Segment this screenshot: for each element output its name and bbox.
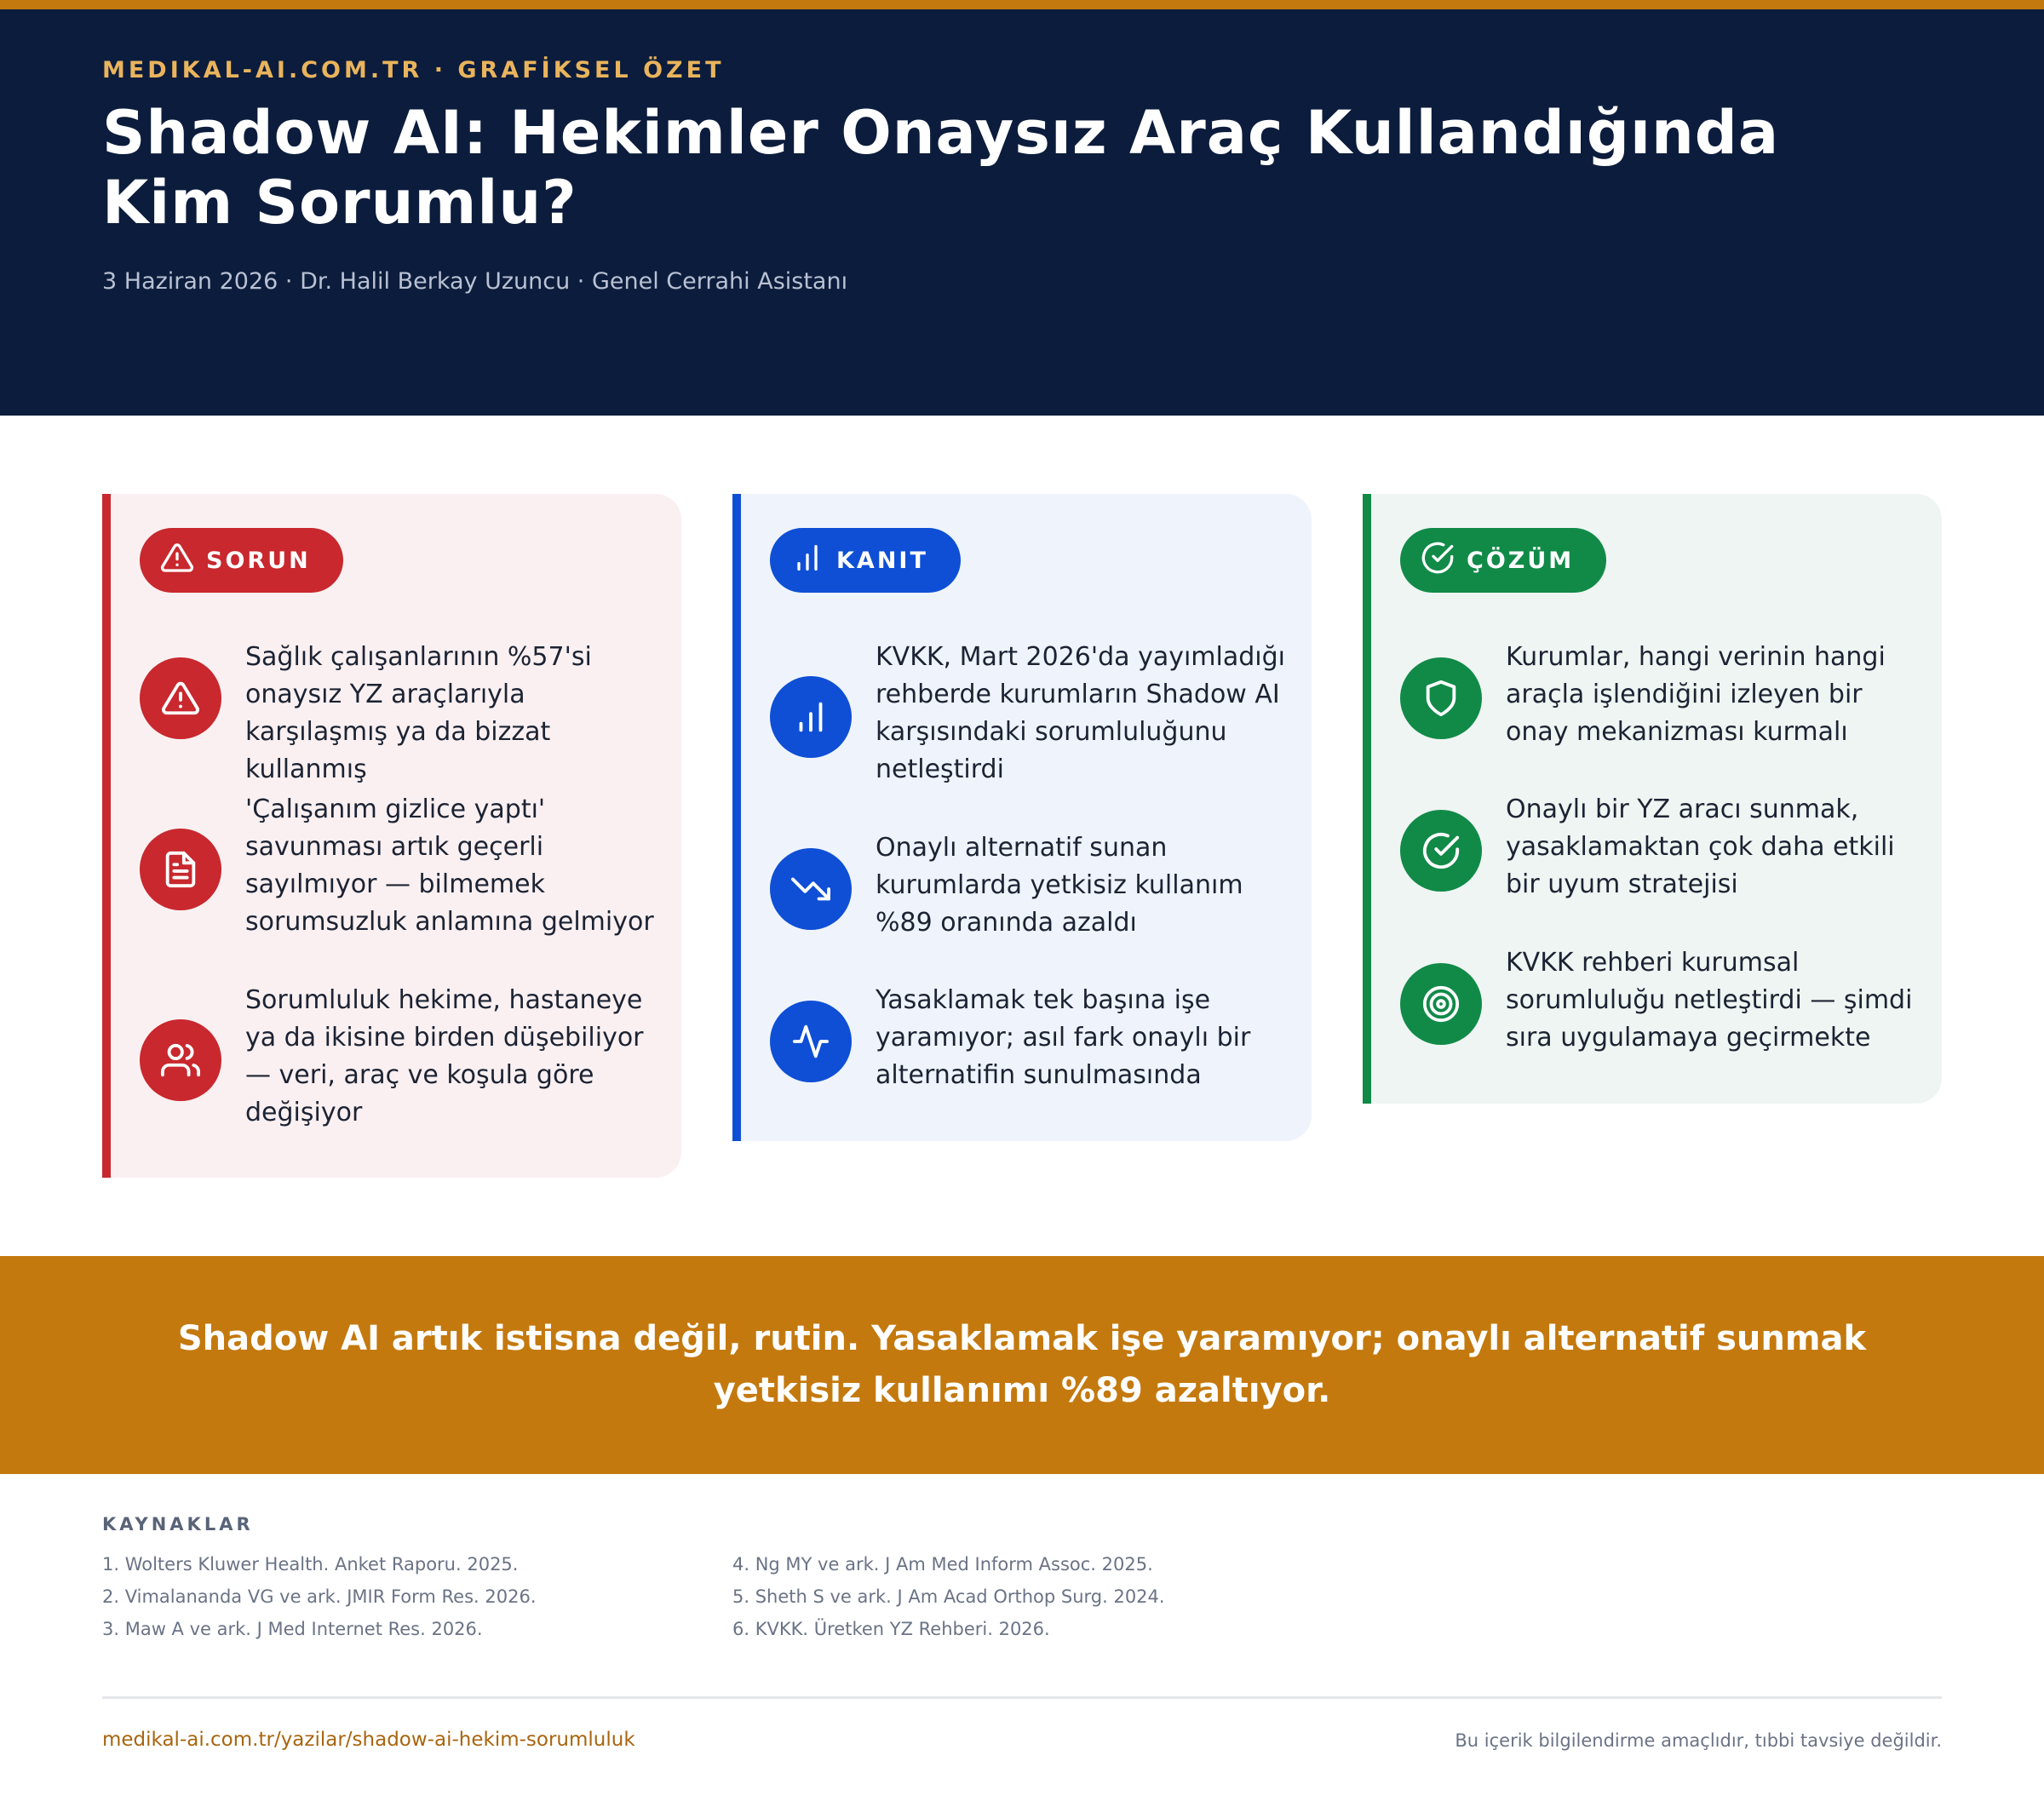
sources-title: KAYNAKLAR [102,1514,254,1535]
evidence-item-text: Onaylı alternatif sunan kurumlarda yetkisiz kullanım %89 oranında azaldı [876,833,1243,938]
problem-item-text: Sağlık çalışanlarının %57'si onaysız YZ araçlarıyla karşılaşmış ya da bizzat kullanmış [245,642,592,784]
key-takeaway-text: Shadow AI artık istisna değil, rutin. Yasaklamak işe yaramıyor; onaylı alternatif sunmak yetkisiz kullanımı %89 azaltıyor. [177,1319,1867,1410]
source-item: 4. Ng MY ve ark. J Am Med Inform Assoc. 2025. [732,1554,1153,1575]
card-accent-bar [102,494,111,1178]
check-circle-icon [1400,810,1482,892]
warning-icon [140,657,221,739]
source-item: 1. Wolters Kluwer Health. Anket Raporu. 2025. [102,1554,519,1575]
footer-divider [102,1696,1942,1699]
evidence-card [732,494,1312,1141]
document-icon [140,829,221,910]
card-accent-bar [732,494,741,1141]
solution-badge-label: ÇÖZÜM [1467,547,1575,574]
users-icon [140,1019,221,1101]
trend-down-icon [770,848,852,930]
page-title: Shadow AI: Hekimler Onaysız Araç Kullandığında Kim Sorumlu? [102,98,1780,238]
evidence-item-text: KVKK, Mart 2026'da yayımladığı rehberde kurumların Shadow AI karşısındaki sorumluluğunu netleştirdi [876,642,1285,784]
shield-icon [1400,657,1482,739]
evidence-badge-label: KANIT [836,547,928,574]
problem-badge [140,528,343,593]
sources-column-right [732,1548,1165,1645]
source-item: 3. Maw A ve ark. J Med Internet Res. 2026. [102,1619,483,1639]
key-takeaway-banner [0,1256,2044,1474]
problem-badge-label: SORUN [206,547,311,574]
sources-column-left [102,1548,537,1645]
solution-badge [1400,528,1606,593]
source-item: 6. KVKK. Üretken YZ Rehberi. 2026. [732,1619,1050,1639]
solution-item-text: Kurumlar, hangi verinin hangi araçla işlendiğini izleyen bir onay mekanizması kurmalı [1506,642,1886,747]
article-url-link[interactable]: medikal-ai.com.tr/yazilar/shadow-ai-hekim-sorumluluk [102,1729,635,1751]
bar-chart-icon [770,676,852,758]
check-circle-icon [1421,541,1455,581]
source-item: 5. Sheth S ve ark. J Am Acad Orthop Surg. 2024. [732,1586,1165,1607]
bar-chart-icon [790,541,824,581]
source-item: 2. Vimalananda VG ve ark. JMIR Form Res. 2026. [102,1586,537,1607]
evidence-badge [770,528,961,593]
header [0,9,2044,416]
activity-icon [770,1001,852,1082]
problem-item-text: 'Çalışanım gizlice yaptı' savunması artık geçerli sayılmıyor — bilmemek sorumsuzluk anlamına gelmiyor [245,795,654,937]
problem-card [102,494,681,1178]
solution-item-text: KVKK rehberi kurumsal sorumluluğu netleştirdi — şimdi sıra uygulamaya geçirmekte [1506,948,1913,1053]
site-kicker: MEDIKAL-AI.COM.TR · GRAFİKSEL ÖZET [102,57,725,83]
solution-item-text: Onaylı bir YZ aracı sunmak, yasaklamaktan çok daha etkili bir uyum stratejisi [1506,795,1895,899]
warning-icon [160,541,194,581]
evidence-item-text: Yasaklamak tek başına işe yaramıyor; asıl fark onaylı bir alternatifin sunulmasında [876,985,1251,1090]
solution-card [1363,494,1942,1104]
card-accent-bar [1363,494,1371,1104]
target-icon [1400,963,1482,1045]
disclaimer-text: Bu içerik bilgilendirme amaçlıdır, tıbbi tavsiye değildir. [1455,1730,1942,1751]
byline: 3 Haziran 2026 · Dr. Halil Berkay Uzuncu · Genel Cerrahi Asistanı [102,268,848,295]
problem-item-text: Sorumluluk hekime, hastaneye ya da ikisine birden düşebiliyor — veri, araç ve koşula göre değişiyor [245,985,644,1127]
top-accent-rule [0,0,2044,9]
